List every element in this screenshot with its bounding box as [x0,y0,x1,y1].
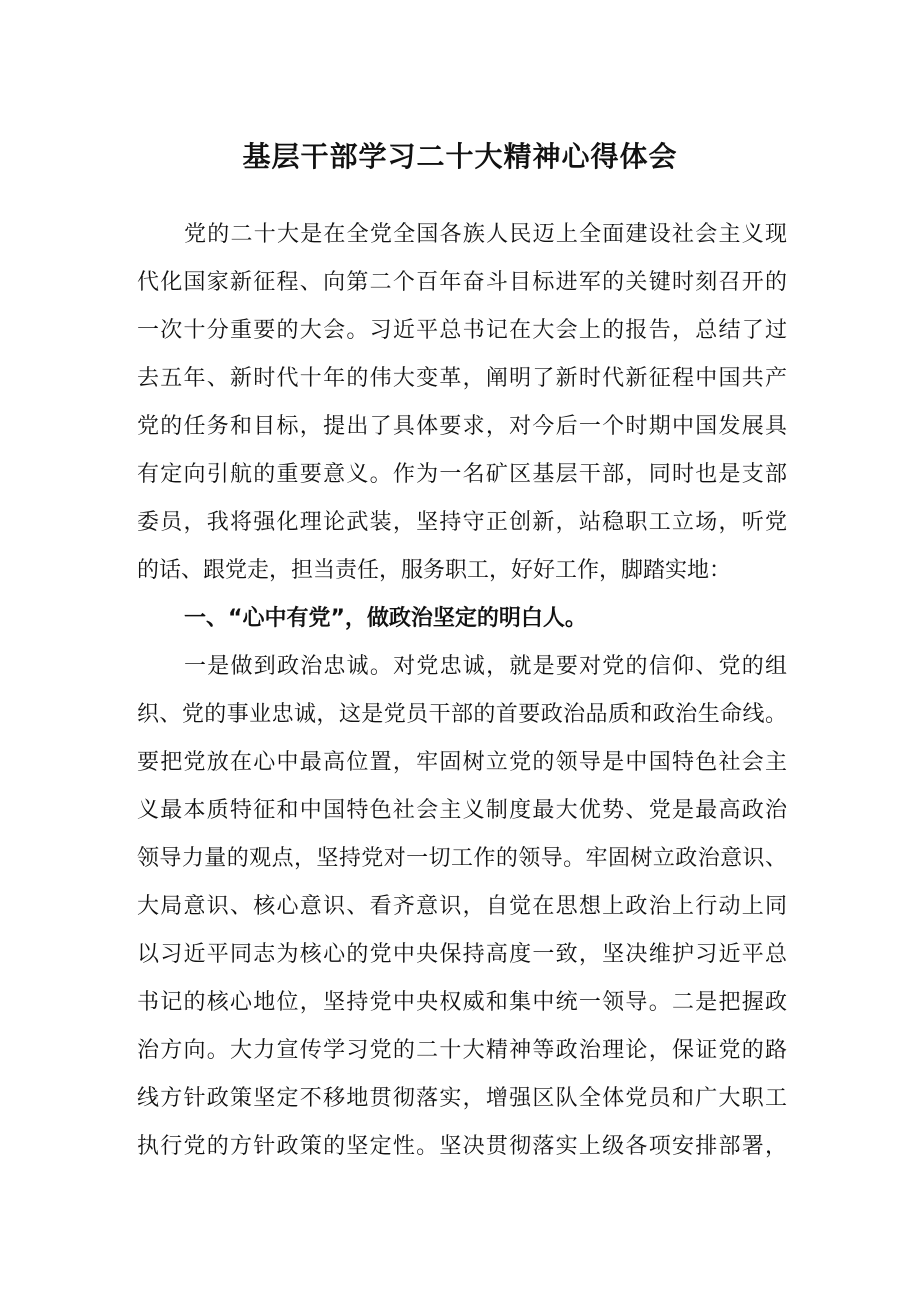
paragraph-line: 领导力量的观点，坚持党对一切工作的领导。牢固树立政治意识、 [137,846,787,871]
paragraph-line: 去五年、新时代十年的伟大变革，阐明了新时代新征程中国共产 [137,366,787,391]
paragraph-line: 线方针政策坚定不移地贯彻落实，增强区队全体党员和广大职工 [137,1086,787,1111]
paragraph-line: 有定向引航的重要意义。作为一名矿区基层干部，同时也是支部 [137,462,787,487]
paragraph-line: 党的二十大是在全党全国各族人民迈上全面建设社会主义现 [184,222,787,247]
paragraph-line: 一是做到政治忠诚。对党忠诚，就是要对党的信仰、党的组 [184,654,787,679]
document-title: 基层干部学习二十大精神心得体会 [242,140,678,173]
paragraph-line: 党的任务和目标，提出了具体要求，对今后一个时期中国发展具 [137,414,787,439]
paragraph-line: 书记的核心地位，坚持党中央权威和集中统一领导。二是把握政 [137,990,787,1015]
paragraph-line: 大局意识、核心意识、看齐意识，自觉在思想上政治上行动上同 [137,894,787,919]
document-body [137,211,787,1171]
paragraph-line: 的话、跟党走，担当责任，服务职工，好好工作，脚踏实地： [137,558,732,583]
paragraph-line: 织、党的事业忠诚，这是党员干部的首要政治品质和政治生命线。 [137,702,787,727]
section-heading: 一、“心中有党”，做政治坚定的明白人。 [184,606,587,631]
paragraph-line: 以习近平同志为核心的党中央保持高度一致，坚决维护习近平总 [137,942,787,967]
paragraph-line: 治方向。大力宣传学习党的二十大精神等政治理论，保证党的路 [137,1038,787,1063]
paragraph-line: 义最本质特征和中国特色社会主义制度最大优势、党是最高政治 [137,798,787,823]
paragraph-line: 一次十分重要的大会。习近平总书记在大会上的报告，总结了过 [137,318,787,343]
paragraph-line: 委员，我将强化理论武装，坚持守正创新，站稳职工立场，听党 [137,510,787,535]
paragraph-line: 要把党放在心中最高位置，牢固树立党的领导是中国特色社会主 [137,750,787,775]
paragraph-line: 执行党的方针政策的坚定性。坚决贯彻落实上级各项安排部署， [137,1134,787,1159]
paragraph-line: 代化国家新征程、向第二个百年奋斗目标进军的关键时刻召开的 [137,270,787,295]
